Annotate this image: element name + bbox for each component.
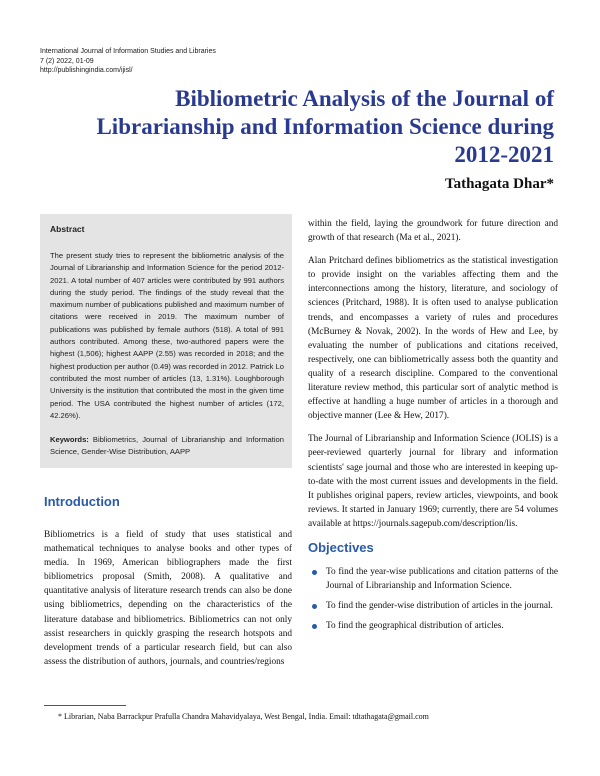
right-column xyxy=(308,217,558,639)
footnote: * Librarian, Naba Barrackpur Prafulla Chandra Mahavidyalaya, West Bengal, India. Email: tdtathagata@gmail.com xyxy=(58,712,429,721)
journal-url[interactable]: http://publishingindia.com/ijisl/ xyxy=(40,67,133,74)
objective-item: To find the gender-wise distribution of articles in the journal. xyxy=(308,599,558,613)
objective-item: To find the geographical distribution of articles. xyxy=(308,619,558,633)
keywords-text: Bibliometrics, Journal of Librarianship and Information Science, Gender-Wise Distribution, AAPP xyxy=(50,435,284,457)
journal-issue: 7 (2) 2022, 01-09 xyxy=(40,57,94,65)
bullet-icon xyxy=(312,570,317,575)
objectives-heading: Objectives xyxy=(308,539,374,555)
abstract-heading: Abstract xyxy=(50,224,85,234)
right-paragraph-pritchard: Alan Pritchard defines bibliometrics as the statistical investigation to provide insight on the variables affecting them and the interconnections among the history, literature, and sociology of sciences (Pritchard, 1988). It is often used to analyse publication trends, and encompasses a variety of rules and procedures (McBurney & Novak, 2002). In the words of Hew and Lee, by evaluating the number of publications and citations received, respectively, one can bibliometrically assess both the quantity and quality of a research discipline. Compared to the conventional literature review method, this particular sort of analytic method is effective at handling a huge number of articles in a thorough and objective manner (Lee & Hew, 2017). xyxy=(308,256,558,422)
journal-header xyxy=(40,47,216,76)
introduction-heading: Introduction xyxy=(44,494,120,509)
footnote-rule xyxy=(44,705,126,706)
abstract-text: The present study tries to represent the bibliometric analysis of the Journal of Librarianship and Information Science for the period 2012-2021. A total number of 407 articles were contributed by 991 authors during the study period. The findings of the study reveal that the maximum number of publications published and maximum number of citations were received in 2019. The maximum number of publications was published by female authors (518). A total of 991 authors contributed. Among these, two-authored papers were the highest (1,506); highest AAPP (2.55) was recorded in 2018; and the highest production per author (0.49) was recorded in 2012. Patrick Lo contributed the most number of articles (13, 1.31%). Loughborough University is the institution that contributed the most in the given time period. The USA contributed the highest number of articles (172, 42.26%). xyxy=(50,251,284,420)
right-paragraph-jolis: The Journal of Librarianship and Information Science (JOLIS) is a peer-reviewed quarterly journal for library and information scientists' sage journal and those who are interested in keeping up-to-date with the most current issues and developments in the field. It publishes original papers, review articles, viewpoints, and book reviews. It started in January 1969; currently, there are 54 volumes available at https://journals.sagepub.com/description/lis. xyxy=(308,434,558,529)
bullet-icon xyxy=(312,604,317,609)
bullet-icon xyxy=(312,624,317,629)
objectives-list xyxy=(308,565,558,633)
keywords xyxy=(50,434,284,459)
introduction-paragraph: Bibliometrics is a field of study that uses statistical and mathematical techniques to analyse books and other types of media. In 1969, American bibliographers made the first bibliometrics proposal (Smith, 2008). A qualitative and quantitative analysis of literature research trends can also be done using bibliometrics, depending on the characteristics of the literature database and bibliometrics. Bibliometrics can not only assist researchers in quickly grasping the research hotspots and development trends of a particular research field, but can also assess the distribution of authors, journals, and countries/regions xyxy=(44,530,292,667)
author-name: Tathagata Dhar* xyxy=(444,176,554,192)
paper-title: Bibliometric Analysis of the Journal of Librarianship and Information Science during 2012-2021 xyxy=(96,86,554,167)
objective-item: To find the year-wise publications and citation patterns of the Journal of Librarianship and Information Science. xyxy=(308,565,558,593)
journal-name: International Journal of Information Studies and Libraries xyxy=(40,48,216,55)
right-paragraph-continued: within the field, laying the groundwork for future direction and growth of that research (Ma et al., 2021). xyxy=(308,219,558,244)
abstract-box xyxy=(40,214,292,468)
keywords-label: Keywords: xyxy=(50,435,89,445)
